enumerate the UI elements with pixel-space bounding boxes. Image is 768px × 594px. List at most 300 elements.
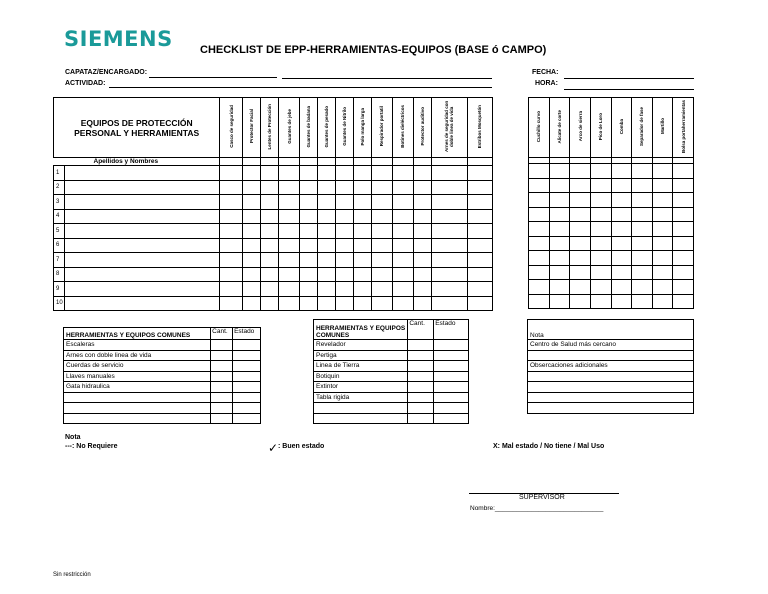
epp-cell[interactable] (392, 209, 413, 224)
tools-cell[interactable] (673, 251, 694, 266)
epp-cell[interactable] (220, 166, 243, 181)
cant-cell[interactable] (211, 371, 233, 382)
estado-cell[interactable] (233, 413, 261, 424)
cant-header: Cant. (211, 328, 233, 340)
epp-cell[interactable] (431, 166, 467, 181)
epp-cell[interactable] (431, 296, 467, 311)
epp-cell[interactable] (353, 267, 371, 282)
epp-cell[interactable] (243, 296, 261, 311)
epp-cell[interactable] (300, 224, 318, 239)
tools-cell[interactable] (611, 178, 632, 193)
epp-cell[interactable] (300, 253, 318, 268)
epp-cell[interactable] (371, 296, 392, 311)
tools-cell[interactable] (611, 251, 632, 266)
tools-cell[interactable] (570, 236, 591, 251)
tools-cell[interactable] (570, 178, 591, 193)
tools-cell[interactable] (549, 280, 570, 295)
tools-cell[interactable] (570, 294, 591, 309)
epp-cell[interactable] (220, 267, 243, 282)
epp-cell[interactable] (413, 180, 431, 195)
estado-cell[interactable] (233, 350, 261, 361)
tools-cell[interactable] (652, 294, 673, 309)
epp-cell[interactable] (261, 209, 279, 224)
cant-cell[interactable] (211, 382, 233, 393)
epp-cell[interactable] (392, 166, 413, 181)
epp-cell[interactable] (243, 267, 261, 282)
epp-column-label: Lentes de Protección (267, 103, 273, 150)
epp-cell[interactable] (318, 195, 336, 210)
notes-item[interactable]: Centro de Salud más cercano (528, 340, 694, 351)
tools-cell[interactable] (632, 207, 653, 222)
tools-column-label: Pico de Loro (598, 112, 604, 141)
epp-cell[interactable] (220, 253, 243, 268)
name-cell[interactable] (64, 195, 220, 210)
estado-header: Estado (434, 320, 469, 340)
epp-cell[interactable] (353, 158, 371, 166)
epp-cell[interactable] (431, 282, 467, 297)
cant-cell[interactable] (408, 350, 434, 361)
estado-cell[interactable] (434, 361, 469, 372)
epp-cell[interactable] (413, 296, 431, 311)
estado-cell[interactable] (233, 371, 261, 382)
epp-column-header (243, 98, 261, 158)
supervisor-name: Nombre:______________________________ (470, 505, 604, 512)
tools-cell[interactable] (590, 294, 611, 309)
tools-cell[interactable] (570, 164, 591, 179)
epp-cell[interactable] (220, 282, 243, 297)
tools-cell[interactable] (590, 193, 611, 208)
tools-cell[interactable] (529, 193, 550, 208)
epp-cell[interactable] (467, 282, 492, 297)
epp-cell[interactable] (243, 158, 261, 166)
epp-cell[interactable] (261, 224, 279, 239)
epp-cell[interactable] (300, 158, 318, 166)
epp-cell[interactable] (318, 224, 336, 239)
epp-cell[interactable] (318, 267, 336, 282)
epp-cell[interactable] (336, 180, 354, 195)
tools-cell[interactable] (611, 222, 632, 237)
tools-cell[interactable] (570, 280, 591, 295)
epp-cell[interactable] (220, 209, 243, 224)
epp-cell[interactable] (431, 253, 467, 268)
epp-cell[interactable] (243, 180, 261, 195)
name-cell[interactable] (64, 224, 220, 239)
epp-cell[interactable] (392, 238, 413, 253)
epp-cell[interactable] (279, 224, 300, 239)
epp-cell[interactable] (413, 195, 431, 210)
epp-cell[interactable] (300, 180, 318, 195)
tools-cell[interactable] (632, 222, 653, 237)
tools-cell[interactable] (570, 207, 591, 222)
tools-cell[interactable] (590, 280, 611, 295)
tools-cell[interactable] (673, 294, 694, 309)
epp-cell[interactable] (279, 253, 300, 268)
siemens-logo: SIEMENS (64, 27, 173, 51)
epp-cell[interactable] (261, 166, 279, 181)
epp-cell[interactable] (279, 267, 300, 282)
notes-item[interactable] (528, 392, 694, 403)
epp-cell[interactable] (261, 180, 279, 195)
epp-names-row (54, 158, 493, 166)
epp-cell[interactable] (300, 282, 318, 297)
tools-cell[interactable] (529, 164, 550, 179)
estado-cell[interactable] (233, 403, 261, 414)
tools-cell[interactable] (570, 251, 591, 266)
table-row (314, 340, 469, 351)
epp-cell[interactable] (243, 253, 261, 268)
notes-item[interactable] (528, 382, 694, 393)
epp-cell[interactable] (467, 209, 492, 224)
epp-cell[interactable] (243, 224, 261, 239)
epp-cell[interactable] (220, 180, 243, 195)
tools-cell[interactable] (673, 265, 694, 280)
epp-cell[interactable] (371, 238, 392, 253)
capataz-line-2 (282, 78, 492, 79)
cant-cell[interactable] (408, 413, 434, 424)
epp-cell[interactable] (220, 158, 243, 166)
tools-cell[interactable] (652, 280, 673, 295)
cant-cell[interactable] (211, 361, 233, 372)
tools-cell[interactable] (611, 193, 632, 208)
epp-cell[interactable] (371, 166, 392, 181)
epp-cell[interactable] (392, 282, 413, 297)
epp-cell[interactable] (318, 296, 336, 311)
tools-cell[interactable] (652, 207, 673, 222)
epp-cell[interactable] (279, 209, 300, 224)
table-row (529, 178, 694, 193)
epp-cell[interactable] (220, 296, 243, 311)
tools-cell[interactable] (529, 265, 550, 280)
epp-cell[interactable] (279, 158, 300, 166)
epp-cell[interactable] (467, 296, 492, 311)
tools-cell[interactable] (652, 178, 673, 193)
tools-cell[interactable] (570, 222, 591, 237)
epp-cell[interactable] (413, 253, 431, 268)
tools-cell[interactable] (529, 178, 550, 193)
estado-cell[interactable] (434, 371, 469, 382)
tools-cell[interactable] (673, 164, 694, 179)
tools-cell[interactable] (611, 265, 632, 280)
name-cell[interactable] (64, 282, 220, 297)
epp-cell[interactable] (243, 195, 261, 210)
epp-cell[interactable] (261, 296, 279, 311)
epp-cell[interactable] (392, 253, 413, 268)
epp-cell[interactable] (336, 224, 354, 239)
epp-cell[interactable] (431, 238, 467, 253)
common-item: Revelador (314, 340, 408, 351)
epp-cell[interactable] (371, 253, 392, 268)
estado-cell[interactable] (434, 403, 469, 414)
epp-cell[interactable] (279, 180, 300, 195)
tools-cell[interactable] (652, 222, 673, 237)
epp-cell[interactable] (371, 282, 392, 297)
common-item (64, 403, 211, 414)
estado-cell[interactable] (233, 392, 261, 403)
epp-cell[interactable] (300, 166, 318, 181)
epp-cell[interactable] (243, 282, 261, 297)
table-row (314, 382, 469, 393)
tools-cell[interactable] (549, 222, 570, 237)
tools-cell[interactable] (529, 294, 550, 309)
epp-cell[interactable] (392, 195, 413, 210)
notes-item[interactable] (528, 371, 694, 382)
tools-cell[interactable] (590, 178, 611, 193)
tools-cell[interactable] (549, 207, 570, 222)
epp-cell[interactable] (220, 224, 243, 239)
estado-cell[interactable] (434, 392, 469, 403)
epp-cell[interactable] (467, 166, 492, 181)
epp-cell[interactable] (300, 238, 318, 253)
cant-cell[interactable] (408, 382, 434, 393)
estado-cell[interactable] (434, 413, 469, 424)
tools-cell[interactable] (529, 251, 550, 266)
tools-cell[interactable] (611, 294, 632, 309)
epp-cell[interactable] (220, 195, 243, 210)
tools-column-header (673, 98, 694, 158)
epp-cell[interactable] (371, 267, 392, 282)
epp-cell[interactable] (279, 282, 300, 297)
epp-cell[interactable] (371, 224, 392, 239)
epp-cell[interactable] (243, 166, 261, 181)
epp-cell[interactable] (467, 224, 492, 239)
epp-cell[interactable] (318, 209, 336, 224)
notes-item[interactable]: Obsercaciones adicionales (528, 361, 694, 372)
epp-cell[interactable] (467, 238, 492, 253)
notes-item[interactable] (528, 350, 694, 361)
epp-cell[interactable] (467, 158, 492, 166)
tools-cell[interactable] (632, 236, 653, 251)
epp-cell[interactable] (336, 158, 354, 166)
epp-cell[interactable] (431, 180, 467, 195)
epp-cell[interactable] (336, 209, 354, 224)
epp-cell[interactable] (336, 296, 354, 311)
epp-cell[interactable] (261, 253, 279, 268)
epp-cell[interactable] (392, 267, 413, 282)
epp-cell[interactable] (318, 180, 336, 195)
epp-cell[interactable] (353, 296, 371, 311)
page-title: CHECKLIST DE EPP-HERRAMIENTAS-EQUIPOS (BASE ó CAMPO) (200, 44, 547, 56)
epp-cell[interactable] (392, 296, 413, 311)
epp-cell[interactable] (431, 195, 467, 210)
epp-cell[interactable] (467, 180, 492, 195)
cant-cell[interactable] (408, 340, 434, 351)
tools-cell[interactable] (570, 193, 591, 208)
epp-cell[interactable] (431, 267, 467, 282)
estado-cell[interactable] (233, 361, 261, 372)
tools-cell[interactable] (549, 251, 570, 266)
tools-cell[interactable] (652, 236, 673, 251)
tools-cell[interactable] (652, 265, 673, 280)
epp-column-label: Polo manga larga (359, 107, 365, 146)
tools-cell[interactable] (590, 251, 611, 266)
epp-cell[interactable] (318, 238, 336, 253)
tools-column-label: Alicate de corte (556, 109, 562, 144)
tools-cell[interactable] (590, 164, 611, 179)
epp-cell[interactable] (353, 195, 371, 210)
name-cell[interactable] (64, 296, 220, 311)
table-row (64, 340, 261, 351)
tools-cell[interactable] (632, 193, 653, 208)
epp-cell[interactable] (413, 209, 431, 224)
epp-cell[interactable] (467, 267, 492, 282)
cant-cell[interactable] (408, 361, 434, 372)
epp-cell[interactable] (261, 267, 279, 282)
notes-item[interactable]: Nota (528, 320, 694, 340)
tools-cell[interactable] (590, 222, 611, 237)
epp-cell[interactable] (353, 209, 371, 224)
epp-cell[interactable] (336, 253, 354, 268)
cant-cell[interactable] (211, 403, 233, 414)
estado-cell[interactable] (434, 350, 469, 361)
tools-cell[interactable] (549, 265, 570, 280)
epp-cell[interactable] (353, 224, 371, 239)
tools-cell[interactable] (652, 251, 673, 266)
tools-cell[interactable] (529, 236, 550, 251)
tools-cell[interactable] (611, 236, 632, 251)
epp-cell[interactable] (279, 296, 300, 311)
epp-cell[interactable] (413, 166, 431, 181)
epp-cell[interactable] (413, 158, 431, 166)
tools-cell[interactable] (652, 164, 673, 179)
name-cell[interactable] (64, 238, 220, 253)
epp-cell[interactable] (353, 180, 371, 195)
estado-cell[interactable] (233, 340, 261, 351)
epp-cell[interactable] (243, 209, 261, 224)
name-cell[interactable] (64, 209, 220, 224)
cant-cell[interactable] (211, 413, 233, 424)
epp-cell[interactable] (392, 180, 413, 195)
epp-cell[interactable] (371, 158, 392, 166)
epp-cell[interactable] (353, 282, 371, 297)
epp-cell[interactable] (279, 166, 300, 181)
tools-cell[interactable] (632, 265, 653, 280)
table-row (64, 350, 261, 361)
epp-cell[interactable] (413, 282, 431, 297)
tools-cell[interactable] (590, 236, 611, 251)
epp-cell[interactable] (261, 195, 279, 210)
epp-cell[interactable] (318, 282, 336, 297)
epp-cell[interactable] (243, 238, 261, 253)
epp-cell[interactable] (353, 253, 371, 268)
footer-text: Sin restricción (53, 572, 91, 578)
tools-cell[interactable] (673, 236, 694, 251)
tools-cell[interactable] (590, 265, 611, 280)
epp-cell[interactable] (431, 209, 467, 224)
tools-cell[interactable] (632, 280, 653, 295)
epp-cell[interactable] (261, 282, 279, 297)
tools-column-label: Comba (618, 118, 624, 135)
epp-cell[interactable] (261, 158, 279, 166)
epp-cell[interactable] (279, 238, 300, 253)
epp-cell[interactable] (353, 166, 371, 181)
notes-item[interactable] (528, 403, 694, 414)
epp-cell[interactable] (392, 224, 413, 239)
epp-cell[interactable] (413, 267, 431, 282)
epp-cell[interactable] (261, 238, 279, 253)
tools-cell[interactable] (632, 251, 653, 266)
name-cell[interactable] (64, 253, 220, 268)
tools-cell[interactable] (611, 207, 632, 222)
epp-cell[interactable] (300, 209, 318, 224)
epp-cell[interactable] (336, 238, 354, 253)
tools-cell[interactable] (673, 193, 694, 208)
tools-cell[interactable] (632, 178, 653, 193)
estado-cell[interactable] (434, 340, 469, 351)
tools-cell[interactable] (611, 164, 632, 179)
estado-cell[interactable] (233, 382, 261, 393)
tools-cell[interactable] (529, 280, 550, 295)
tools-cell[interactable] (549, 193, 570, 208)
name-cell[interactable] (64, 180, 220, 195)
epp-cell[interactable] (300, 195, 318, 210)
tools-cell[interactable] (632, 294, 653, 309)
epp-cell[interactable] (431, 224, 467, 239)
epp-cell[interactable] (300, 267, 318, 282)
tools-cell[interactable] (549, 294, 570, 309)
cant-cell[interactable] (211, 392, 233, 403)
tools-cell[interactable] (611, 280, 632, 295)
epp-cell[interactable] (431, 158, 467, 166)
epp-cell[interactable] (353, 238, 371, 253)
epp-cell[interactable] (467, 253, 492, 268)
tools-cell[interactable] (652, 193, 673, 208)
epp-cell[interactable] (336, 267, 354, 282)
epp-cell[interactable] (318, 158, 336, 166)
tools-cell[interactable] (529, 207, 550, 222)
tools-cell[interactable] (673, 222, 694, 237)
tools-cell[interactable] (673, 280, 694, 295)
tools-cell[interactable] (632, 164, 653, 179)
tools-cell[interactable] (673, 207, 694, 222)
tools-cell[interactable] (549, 178, 570, 193)
epp-cell[interactable] (220, 238, 243, 253)
epp-cell[interactable] (371, 180, 392, 195)
name-cell[interactable] (64, 166, 220, 181)
epp-cell[interactable] (318, 253, 336, 268)
cant-cell[interactable] (408, 403, 434, 414)
tools-cell[interactable] (590, 207, 611, 222)
epp-cell[interactable] (413, 238, 431, 253)
tools-cell[interactable] (570, 265, 591, 280)
epp-cell[interactable] (300, 296, 318, 311)
epp-cell[interactable] (392, 158, 413, 166)
cant-cell[interactable] (408, 392, 434, 403)
epp-column-label: Botines dieléctricos (400, 105, 406, 148)
epp-cell[interactable] (467, 195, 492, 210)
epp-cell[interactable] (336, 282, 354, 297)
epp-cell[interactable] (336, 166, 354, 181)
cant-cell[interactable] (211, 350, 233, 361)
table-row (54, 224, 493, 239)
name-cell[interactable] (64, 267, 220, 282)
cant-cell[interactable] (408, 371, 434, 382)
epp-cell[interactable] (371, 195, 392, 210)
tools-cell[interactable] (529, 222, 550, 237)
epp-cell[interactable] (318, 166, 336, 181)
table-row (528, 361, 694, 372)
tools-column-header (570, 98, 591, 158)
epp-cell[interactable] (413, 224, 431, 239)
estado-cell[interactable] (434, 382, 469, 393)
tools-cell[interactable] (549, 164, 570, 179)
epp-cell[interactable] (371, 209, 392, 224)
cant-cell[interactable] (211, 340, 233, 351)
tools-cell[interactable] (673, 178, 694, 193)
legend-title: Nota (65, 434, 81, 441)
epp-cell[interactable] (279, 195, 300, 210)
tools-cell[interactable] (549, 236, 570, 251)
epp-cell[interactable] (336, 195, 354, 210)
